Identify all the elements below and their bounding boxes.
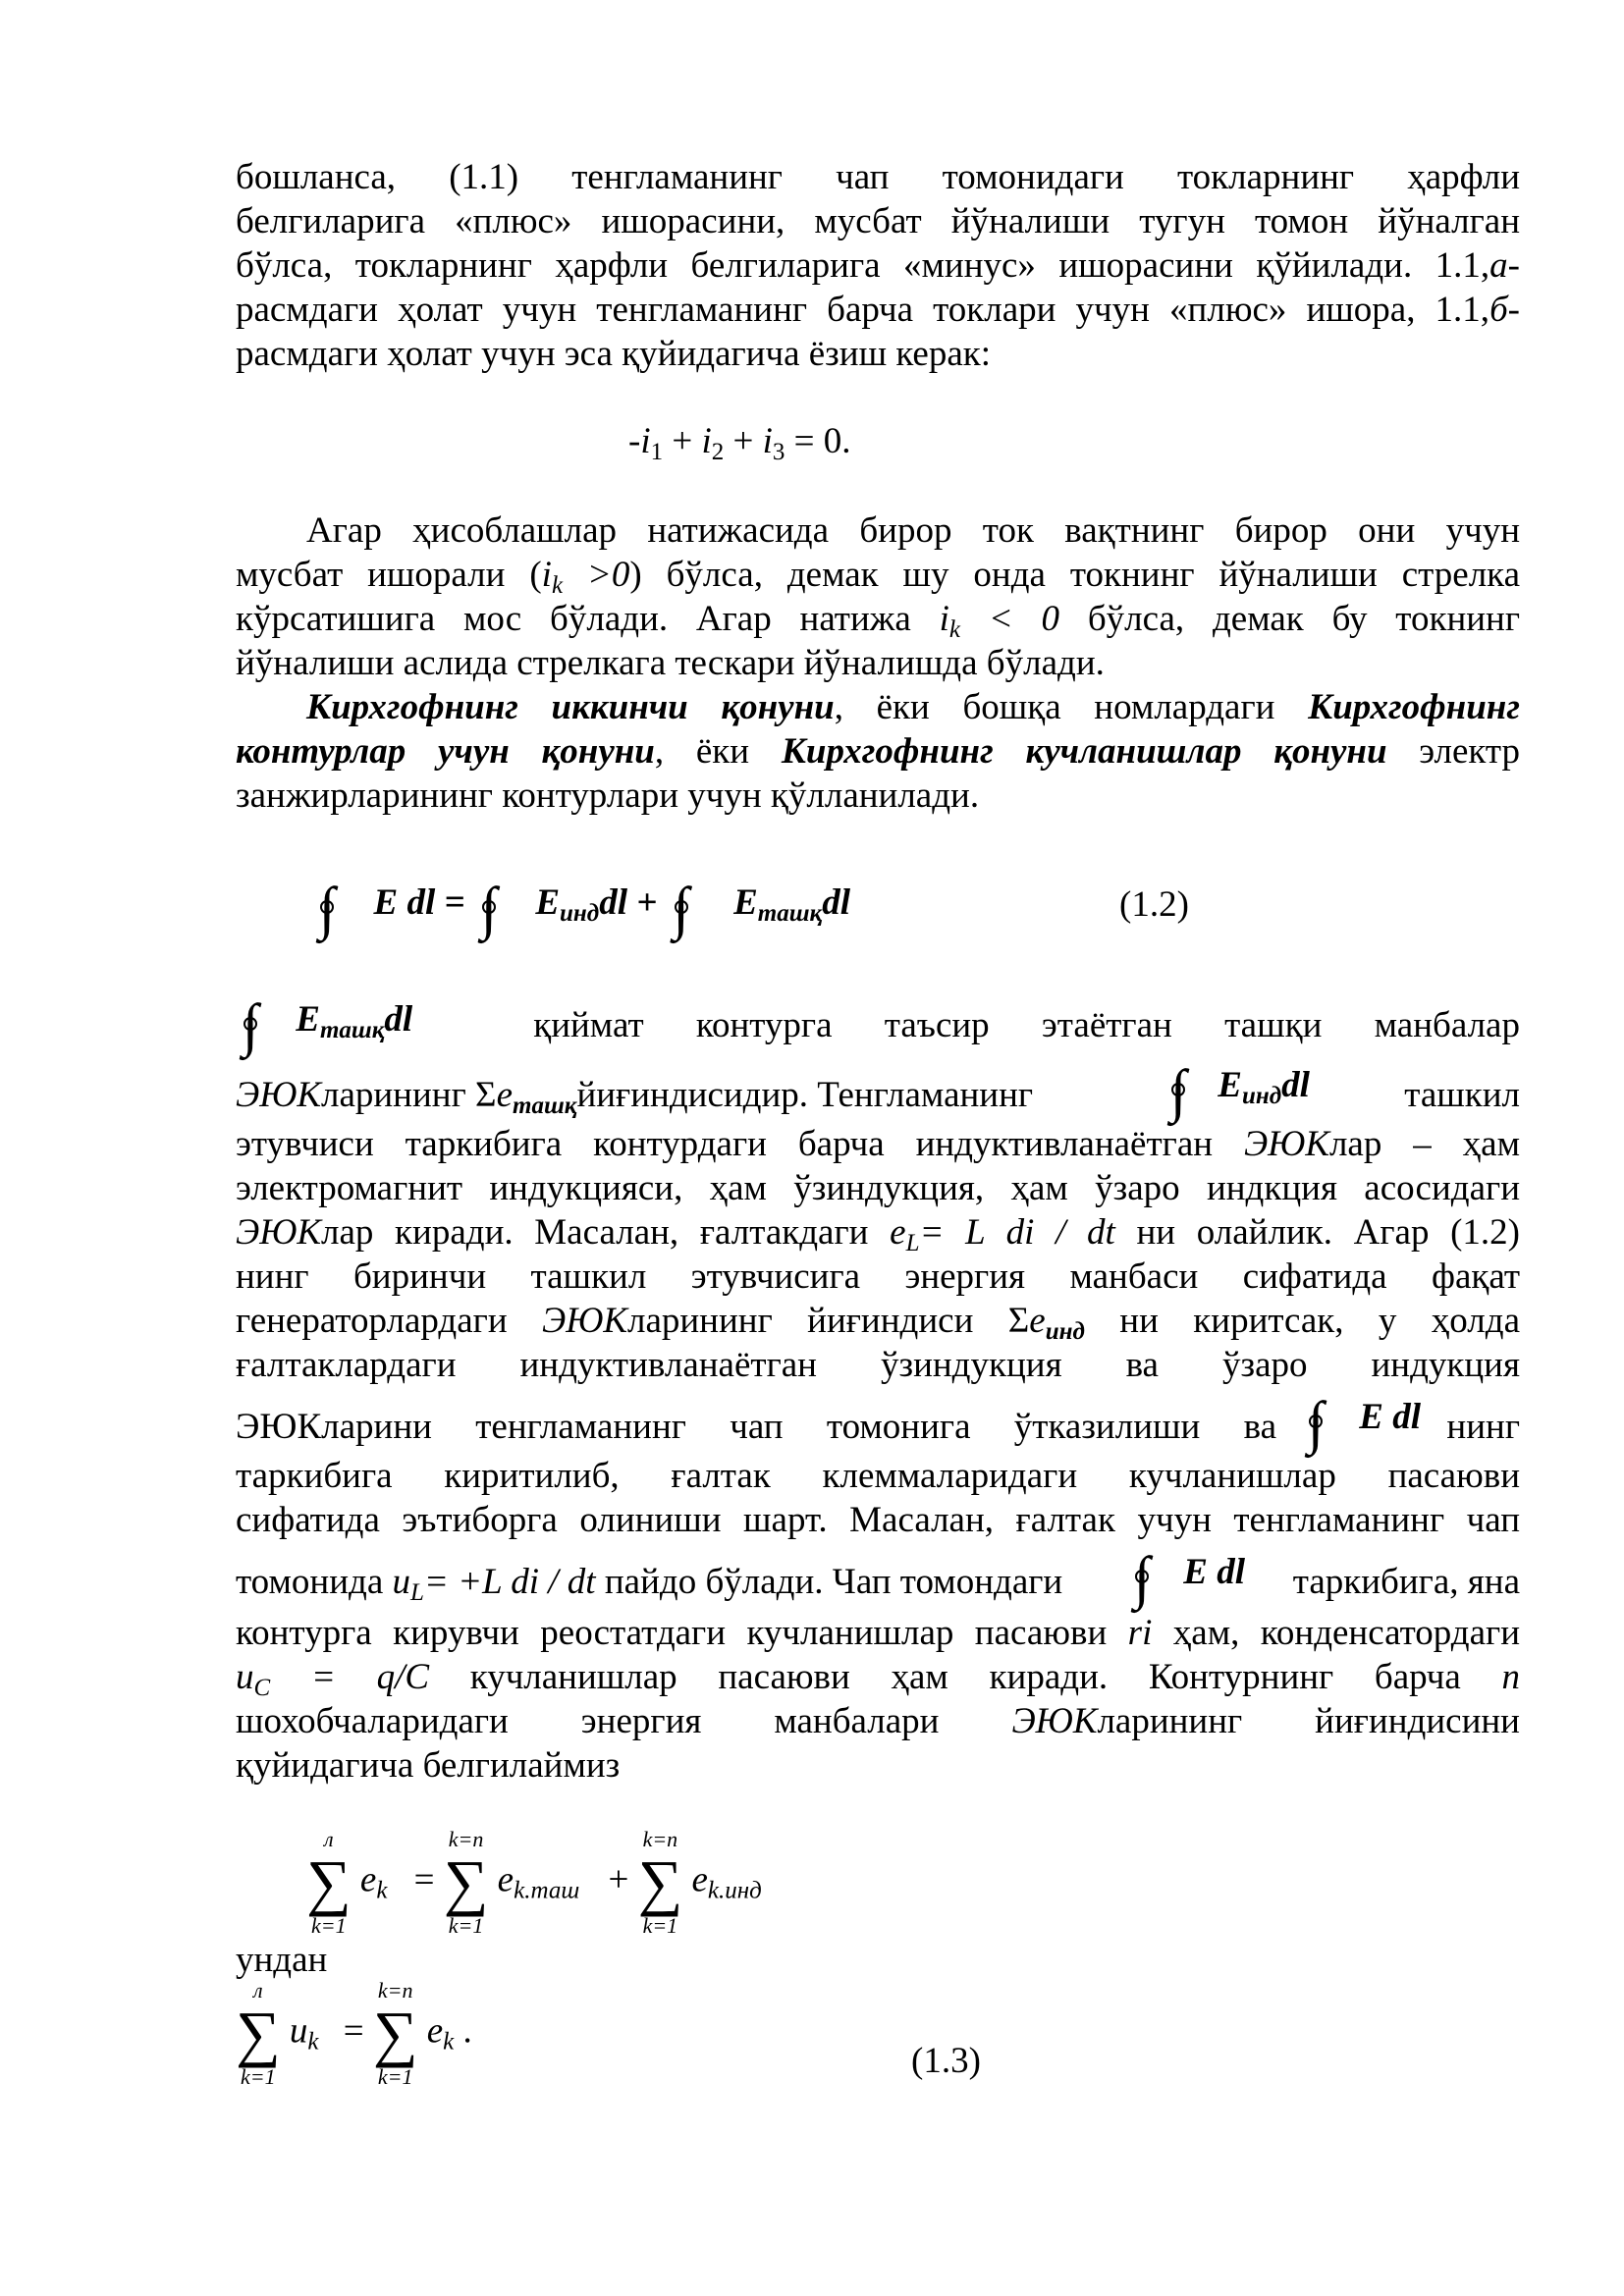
lower-limit: k=1 bbox=[448, 1913, 484, 1938]
subscript: k bbox=[551, 572, 564, 599]
field-symbol: E bbox=[535, 882, 560, 923]
word: бошланса, bbox=[236, 157, 397, 197]
paragraph-4-line-7 bbox=[236, 1299, 1520, 1343]
period: . bbox=[462, 2010, 472, 2052]
subscript: инд bbox=[1045, 1318, 1085, 1345]
subscript: ташқ bbox=[319, 1017, 385, 1043]
equation-1-3 bbox=[236, 1979, 472, 2089]
integral-term bbox=[1164, 1058, 1310, 1123]
text: йиғиндисидир. Тенгламанинг bbox=[576, 1075, 1034, 1115]
bold-italic-term: контурлар учун қонуни bbox=[236, 731, 655, 772]
italic-text: ЭЮК bbox=[1011, 1701, 1098, 1741]
sum-symbol: k=n ∑ k=1 bbox=[637, 1827, 683, 1938]
text: ташкил bbox=[1404, 1075, 1520, 1115]
paragraph-4-line-1 bbox=[236, 992, 1520, 1057]
word: тенгламанинг bbox=[571, 157, 783, 197]
paragraph-2-line-4: йўналиши аслида стрелкага тескари йўналишда бўлади. bbox=[236, 643, 1105, 683]
equals-sign: = bbox=[343, 2010, 364, 2052]
upper-limit: k=n bbox=[642, 1827, 678, 1851]
field-symbol: E bbox=[1359, 1397, 1383, 1437]
integral-term bbox=[1127, 1545, 1245, 1610]
text: ни олайлик. Агар (1.2) bbox=[1114, 1212, 1520, 1253]
paragraph-3-line-1 bbox=[236, 685, 1520, 729]
condition: < 0 bbox=[959, 599, 1060, 639]
equation-number: (1.3) bbox=[911, 2041, 981, 2081]
equals-sign: = bbox=[413, 1859, 435, 1900]
paragraph-4-line-3 bbox=[236, 1122, 1520, 1166]
bold-italic-term: Кирхгофнинг иккинчи қонуни bbox=[306, 687, 835, 727]
paragraph-4-line-13 bbox=[236, 1611, 1520, 1655]
italic-text: ЭЮК bbox=[236, 1075, 321, 1115]
equation-sum-emf bbox=[306, 1828, 762, 1938]
upper-limit: k=n bbox=[377, 1978, 413, 2002]
equals-zero: = 0. bbox=[785, 421, 851, 461]
word: манбалар bbox=[1374, 1005, 1520, 1045]
word: қиймат bbox=[533, 1005, 644, 1045]
upper-limit: л bbox=[253, 1978, 263, 2002]
paragraph-2-line-2 bbox=[236, 553, 1520, 597]
subscript: инд bbox=[560, 900, 600, 927]
field-symbol: E bbox=[733, 882, 758, 923]
paragraph-3-line-2 bbox=[236, 729, 1520, 774]
contour-integral-icon: ∫ bbox=[1133, 1545, 1151, 1610]
paragraph-1-line-1 bbox=[236, 155, 1520, 199]
current-symbol: i bbox=[762, 421, 773, 461]
text: dl bbox=[822, 882, 850, 923]
voltage-symbol: u bbox=[289, 2010, 308, 2052]
italic-text: б- bbox=[1489, 290, 1520, 330]
plus-sign: + bbox=[608, 1859, 629, 1900]
contour-integral-icon: ∫ bbox=[1307, 1390, 1325, 1455]
word: таъсир bbox=[884, 1005, 990, 1045]
word: этаётган bbox=[1041, 1005, 1172, 1045]
subscript: ташқ bbox=[513, 1093, 577, 1119]
subscript: k bbox=[307, 2028, 319, 2056]
contour-integral-icon: ∫ bbox=[318, 876, 336, 940]
condition: >0 bbox=[563, 555, 630, 595]
text-undan: ундан bbox=[236, 1940, 328, 1980]
current-symbol: i bbox=[939, 599, 949, 639]
lower-limit: k=1 bbox=[377, 2064, 413, 2089]
paragraph-4-line-2 bbox=[236, 1055, 1520, 1122]
text: кучланишлар пасаюви ҳам киради. Контурнинг барча bbox=[429, 1657, 1502, 1697]
contour-integral-icon: ∫ bbox=[673, 876, 689, 940]
word: (1.1) bbox=[449, 157, 519, 197]
paragraph-4-line-5 bbox=[236, 1210, 1520, 1255]
paragraph-1-line-5: расмдаги ҳолат учун эса қуйидагича ёзиш керак: bbox=[236, 334, 991, 374]
italic-text: а- bbox=[1489, 245, 1520, 286]
text: dl = bbox=[398, 882, 474, 923]
plus-sign: + bbox=[724, 421, 763, 461]
subscript: L bbox=[905, 1230, 920, 1256]
paragraph-2-line-3 bbox=[236, 597, 1520, 641]
text: dl bbox=[384, 999, 413, 1040]
voltage-symbol: u bbox=[236, 1657, 254, 1697]
formula: ri bbox=[1127, 1613, 1153, 1653]
equation-currents bbox=[628, 420, 851, 465]
formula: = L di / dt bbox=[919, 1212, 1115, 1253]
lower-limit: k=1 bbox=[241, 2064, 276, 2089]
text: ЭЮКларини тенгламанинг чап томонига ўтказилиши ва bbox=[236, 1407, 1276, 1447]
text: лар киради. Масалан, ғалтакдаги bbox=[321, 1212, 891, 1253]
paragraph-3-line-3: занжирларининг контурлари учун қўлланилади. bbox=[236, 775, 980, 816]
text: ) бўлса, демак шу онда токнинг йўналиши стрелка bbox=[629, 555, 1521, 595]
text: нинг bbox=[1446, 1407, 1520, 1447]
text: ҳам, конденсатордаги bbox=[1152, 1613, 1520, 1653]
subscript: 1 bbox=[650, 439, 664, 465]
contour-integral-icon: ∫ bbox=[480, 876, 498, 940]
word: ташқи bbox=[1224, 1005, 1323, 1045]
paragraph-4-line-14 bbox=[236, 1655, 1520, 1699]
formula: n bbox=[1501, 1657, 1520, 1697]
subscript: инд bbox=[1241, 1083, 1282, 1109]
bold-italic-term: Кирхгофнинг кучланишлар қонуни bbox=[781, 731, 1387, 772]
text: шохобчаларидаги энергия манбалари bbox=[236, 1701, 1012, 1741]
text: электр bbox=[1386, 731, 1521, 772]
integral-term bbox=[1301, 1390, 1421, 1455]
voltage-symbol: u bbox=[392, 1562, 410, 1602]
upper-limit: л bbox=[324, 1827, 334, 1851]
text: бўлса, демак бу токнинг bbox=[1059, 599, 1521, 639]
upper-limit: k=n bbox=[448, 1827, 484, 1851]
current-symbol: i bbox=[640, 421, 651, 461]
plus-sign: + bbox=[663, 421, 702, 461]
subscript: k bbox=[443, 2028, 455, 2056]
paragraph-4-line-11: сифатида эътиборга олиниши шарт. Масалан, ғалтак учун тенгламанинг чап bbox=[236, 1500, 1520, 1540]
field-symbol: E bbox=[296, 999, 320, 1040]
emf-symbol: e bbox=[496, 1075, 513, 1115]
word: токларнинг bbox=[1176, 157, 1355, 197]
subscript: k bbox=[948, 616, 960, 643]
text: ларининг йиғиндисини bbox=[1097, 1701, 1520, 1741]
paragraph-4-line-9 bbox=[236, 1387, 1520, 1454]
formula: = q/C bbox=[270, 1657, 430, 1697]
equation-1-2 bbox=[312, 876, 850, 940]
subscript: k bbox=[376, 1877, 388, 1904]
equation-number: (1.2) bbox=[1119, 884, 1189, 925]
text: dl + bbox=[599, 882, 667, 923]
word: ҳарфли bbox=[1407, 157, 1520, 197]
text: мусбат ишорали ( bbox=[236, 555, 542, 595]
text: ни киритсак, у ҳолда bbox=[1084, 1301, 1520, 1341]
lower-limit: k=1 bbox=[311, 1913, 347, 1938]
paragraph-4-line-15 bbox=[236, 1699, 1520, 1743]
text: ларининг Σ bbox=[321, 1075, 497, 1115]
paragraph-4-line-8: ғалтаклардаги индуктивланаётган ўзиндукция ва ўзаро индукция bbox=[236, 1345, 1520, 1385]
line-left bbox=[236, 1073, 1033, 1117]
paragraph-1-line-4 bbox=[236, 288, 1520, 332]
word: контурга bbox=[695, 1005, 833, 1045]
emf-symbol: e bbox=[890, 1212, 906, 1253]
current-symbol: i bbox=[701, 421, 712, 461]
paragraph-2-line-1: Агар ҳисоблашлар натижасида бирор ток вақтнинг бирор они учун bbox=[306, 510, 1520, 551]
field-symbol: E bbox=[1183, 1552, 1208, 1592]
subscript: C bbox=[253, 1675, 271, 1701]
word: чап bbox=[836, 157, 890, 197]
sum-symbol: k=n ∑ k=1 bbox=[372, 1978, 418, 2089]
sum-symbol: л ∑ k=1 bbox=[236, 1978, 281, 2089]
subscript: k.таш bbox=[514, 1877, 580, 1904]
emf-symbol: e bbox=[497, 1859, 514, 1900]
text: этувчиси таркибига контурдаги барча индуктивланаётган bbox=[236, 1124, 1244, 1164]
line-left bbox=[236, 1560, 1062, 1604]
subscript: L bbox=[410, 1579, 424, 1606]
emf-symbol: e bbox=[1029, 1301, 1046, 1341]
integral-term bbox=[236, 992, 413, 1057]
italic-text: ЭЮК bbox=[1243, 1124, 1329, 1164]
paragraph-4 bbox=[236, 992, 1520, 1788]
subscript: ташқ bbox=[757, 900, 823, 927]
paragraph-1-line-2: белгиларига «плюс» ишорасини, мусбат йўналиши тугун томон йўналган bbox=[236, 201, 1520, 241]
text: dl bbox=[1217, 1552, 1245, 1592]
field-symbol: E bbox=[1218, 1065, 1242, 1105]
paragraph-1-line-3 bbox=[236, 243, 1520, 288]
text: dl bbox=[1281, 1065, 1310, 1105]
text: генераторлардаги bbox=[236, 1301, 542, 1341]
text: лар – ҳам bbox=[1328, 1124, 1520, 1164]
contour-integral-icon: ∫ bbox=[242, 992, 259, 1057]
field-symbol: E bbox=[373, 882, 399, 923]
subscript: k.инд bbox=[707, 1877, 762, 1904]
paragraph-4-line-16: қуйидагича белгилаймиз bbox=[236, 1745, 621, 1786]
word: томонидаги bbox=[942, 157, 1124, 197]
emf-symbol: e bbox=[359, 1859, 377, 1900]
italic-text: ЭЮК bbox=[542, 1301, 627, 1341]
subscript: 3 bbox=[772, 439, 785, 465]
current-symbol: i bbox=[541, 555, 552, 595]
text: томонида bbox=[236, 1562, 393, 1602]
paragraph-2 bbox=[236, 508, 1520, 685]
paragraph-4-line-12 bbox=[236, 1542, 1520, 1611]
contour-integral-icon: ∫ bbox=[1169, 1058, 1187, 1123]
text: , ёки bbox=[654, 731, 782, 772]
text: пайдо бўлади. Чап томондаги bbox=[595, 1562, 1063, 1602]
emf-symbol: e bbox=[426, 2010, 444, 2052]
paragraph-4-line-6: нинг биринчи ташкил этувчисига энергия манбаси сифатида фақат bbox=[236, 1256, 1520, 1297]
text: кўрсатишига мос бўлади. Агар натижа bbox=[236, 599, 940, 639]
formula: = +L di / dt bbox=[423, 1562, 596, 1602]
text: , ёки бошқа номлардаги bbox=[834, 687, 1309, 727]
text: расмдаги ҳолат учун тенгламанинг барча токлари учун «плюс» ишора, 1.1, bbox=[236, 290, 1490, 330]
text: бўлса, токларнинг ҳарфли белгиларига «минус» ишорасини қўйилади. 1.1, bbox=[236, 245, 1490, 286]
text: таркибига, яна bbox=[1292, 1562, 1520, 1602]
subscript: 2 bbox=[711, 439, 725, 465]
paragraph-4-line-10: таркибига киритилиб, ғалтак клеммаларидаги кучланишлар пасаюви bbox=[236, 1456, 1520, 1496]
paragraph-3 bbox=[236, 685, 1520, 818]
italic-text: ЭЮК bbox=[236, 1212, 321, 1253]
minus-sign: - bbox=[628, 421, 641, 461]
text: dl bbox=[1392, 1397, 1421, 1437]
emf-symbol: e bbox=[691, 1859, 708, 1900]
sum-symbol: л ∑ k=1 bbox=[306, 1827, 352, 1938]
paragraph-1 bbox=[236, 155, 1520, 376]
text: контурга кирувчи реостатдаги кучланишлар пасаюви bbox=[236, 1613, 1128, 1653]
lower-limit: k=1 bbox=[642, 1913, 678, 1938]
text: ларининг йиғиндиси Σ bbox=[627, 1301, 1030, 1341]
paragraph-4-line-4: электромагнит индукцияси, ҳам ўзиндукция, ҳам ўзаро индкция асосидаги bbox=[236, 1168, 1520, 1208]
bold-italic-term: Кирхгофнинг bbox=[1308, 687, 1520, 727]
sum-symbol: k=n ∑ k=1 bbox=[443, 1827, 489, 1938]
